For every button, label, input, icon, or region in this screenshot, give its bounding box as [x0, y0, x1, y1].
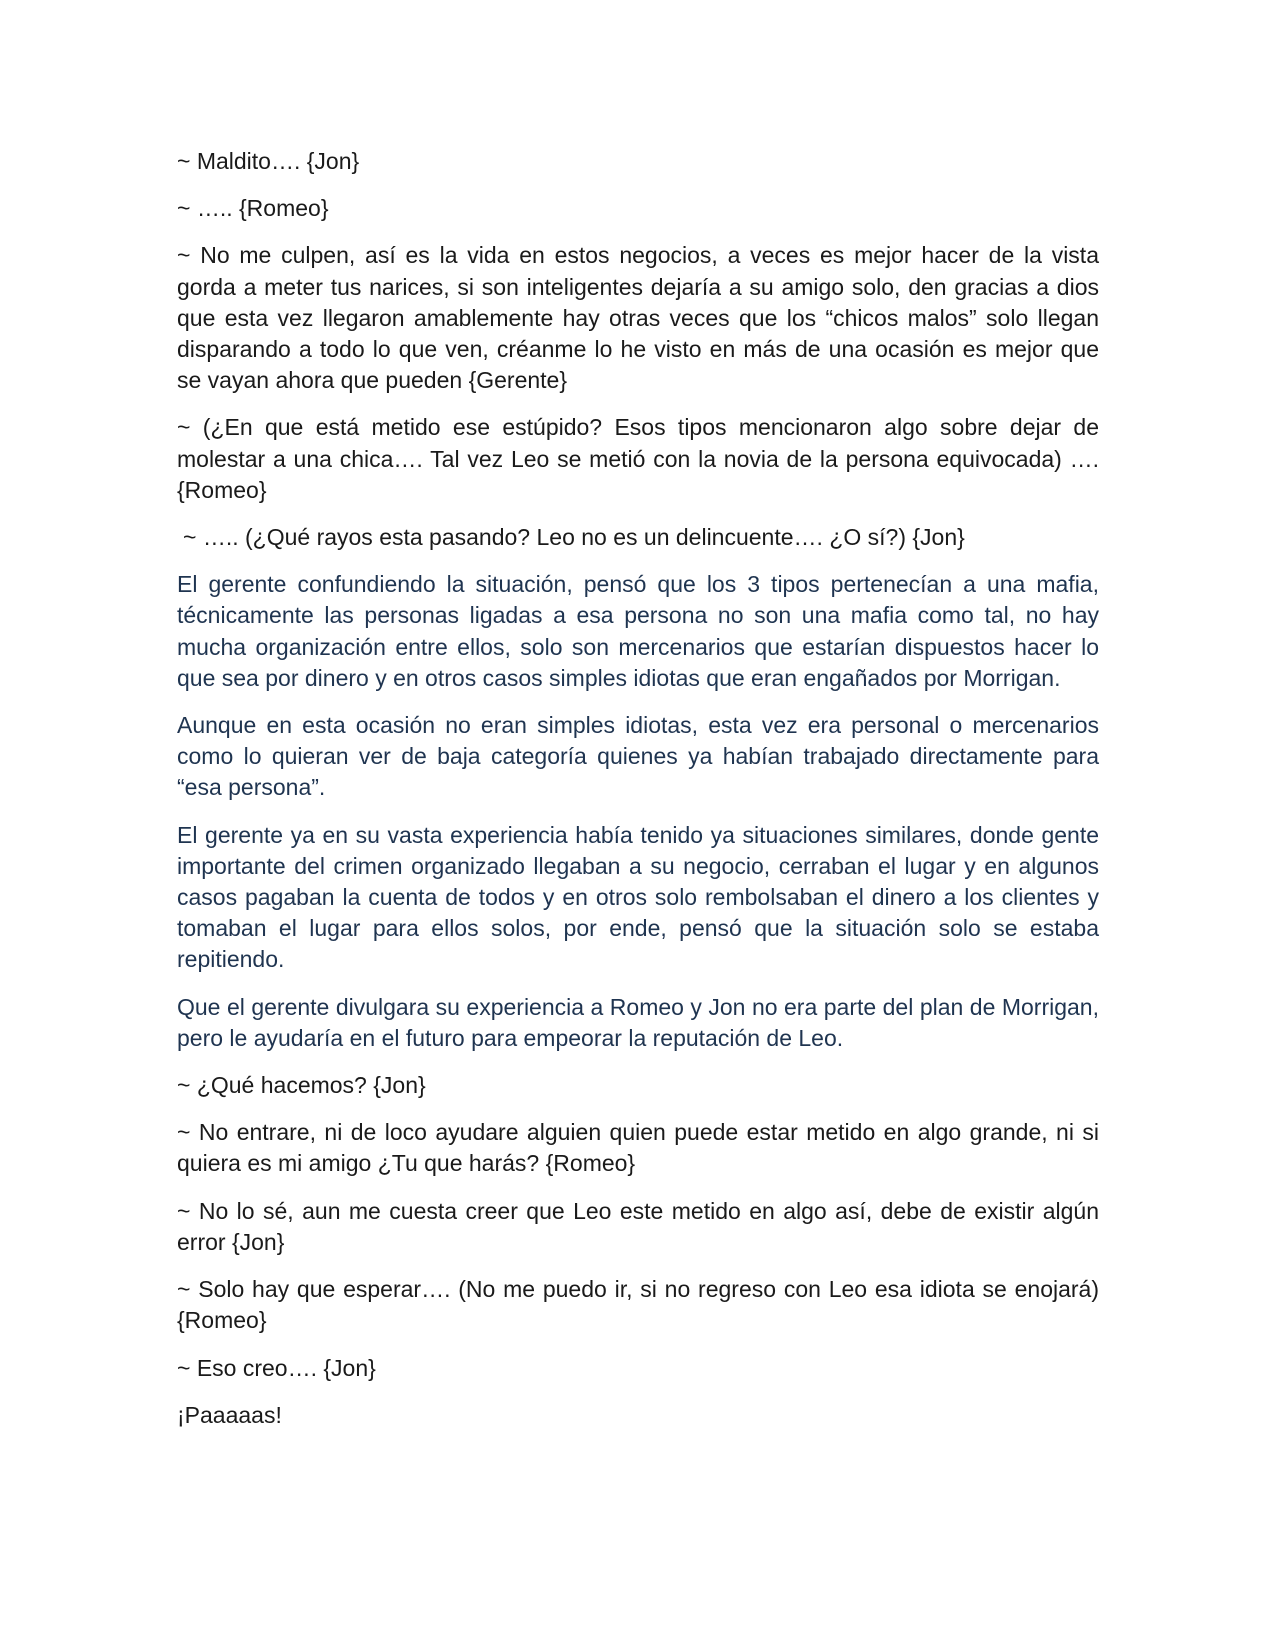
narration-paragraph: Aunque en esta ocasión no eran simples idiotas, esta vez era personal o mercenarios como lo quieran ver de baja categoría quienes ya habían trabajado directamente para “esa persona”. — [177, 712, 1099, 801]
narration-paragraph: El gerente confundiendo la situación, pensó que los 3 tipos pertenecían a una mafia, técnicamente las personas ligadas a esa persona no son una mafia como tal, no hay mucha organización entre ellos, solo son mercenarios que estarían dispuestos hacer lo que sea por dinero y en otros casos simples idiotas que eran engañados por Morrigan. — [177, 571, 1099, 691]
dialogue-line-jon: ~ Maldito…. {Jon} — [177, 148, 360, 174]
dialogue-line-romeo: ~ ….. {Romeo} — [177, 195, 329, 222]
sound-effect-line: ¡Paaaaas! — [177, 1401, 282, 1428]
dialogue-line-romeo: ~ No entrare, ni de loco ayudare alguien quien puede estar metido en algo grande, ni si quiera es mi amigo ¿Tu que harás? {Romeo} — [177, 1119, 1099, 1177]
dialogue-line-jon: ~ ¿Qué hacemos? {Jon} — [177, 1072, 426, 1099]
dialogue-line-jon: ~ No lo sé, aun me cuesta creer que Leo este metido en algo así, debe de existir algún error {Jon} — [177, 1197, 1099, 1255]
dialogue-line-jon: ~ Eso creo…. {Jon} — [177, 1354, 376, 1381]
dialogue-line-romeo: ~ Solo hay que esperar…. (No me puedo ir, si no regreso con Leo esa idiota se enojará) {Romeo} — [177, 1276, 1099, 1334]
narration-paragraph: El gerente ya en su vasta experiencia había tenido ya situaciones similares, donde gente importante del crimen organizado llegaban a su negocio, cerraban el lugar y en algunos casos pagaban la cuenta de todos y en otros solo rembolsaban el dinero a los clientes y tomaban el lugar para ellos solos, por ende, pensó que la situación solo se estaba repitiendo. — [177, 821, 1099, 973]
dialogue-line-jon-thought: ~ ….. (¿Qué rayos esta pasando? Leo no es un delincuente…. ¿O sí?) {Jon} — [183, 524, 965, 551]
dialogue-line-gerente: ~ No me culpen, así es la vida en estos negocios, a veces es mejor hacer de la vista gorda a meter tus narices, si son inteligentes dejaría a su amigo solo, den gracias a dios que esta vez llegaron amablemente hay otras veces que los “chicos malos” solo llegan disparando a todo lo que ven, créanme lo he visto en más de una ocasión es mejor que se vayan ahora que pueden {Gerente} — [177, 242, 1099, 394]
document-page — [177, 146, 1099, 1447]
narration-paragraph: Que el gerente divulgara su experiencia a Romeo y Jon no era parte del plan de Morrigan, pero le ayudaría en el futuro para empeorar la reputación de Leo. — [177, 993, 1099, 1051]
dialogue-line-romeo-thought: ~ (¿En que está metido ese estúpido? Esos tipos mencionaron algo sobre dejar de molestar a una chica…. Tal vez Leo se metió con la novia de la persona equivocada) …. {Romeo} — [177, 414, 1099, 503]
